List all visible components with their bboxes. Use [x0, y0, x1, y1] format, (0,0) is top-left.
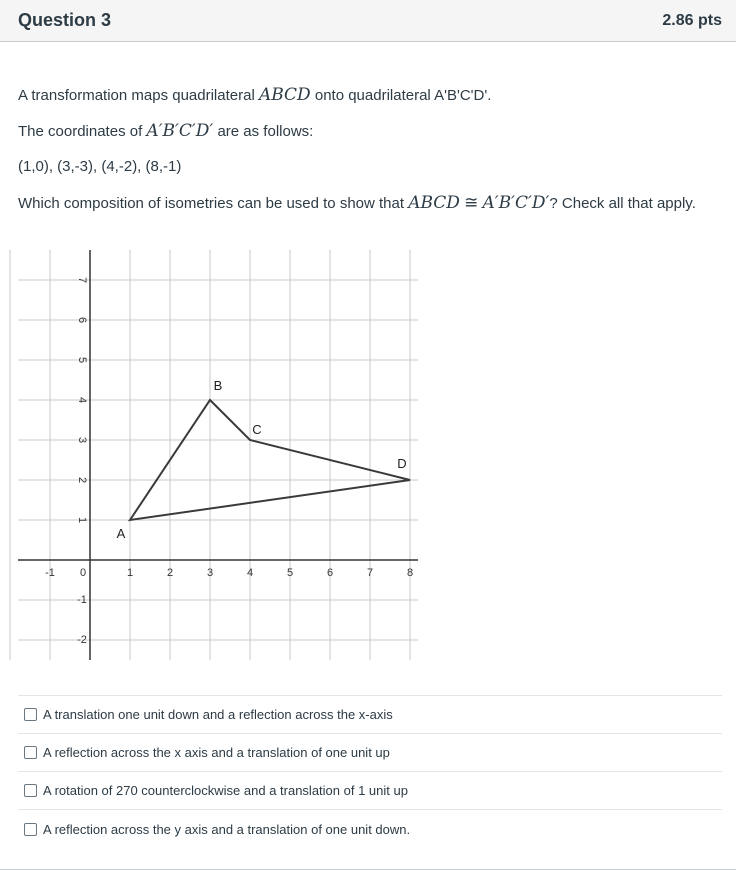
- x-tick-label: 2: [166, 567, 174, 579]
- answer-checkbox[interactable]: [24, 784, 37, 797]
- question-prompt: [18, 191, 718, 216]
- congruent-symbol: ≅: [464, 193, 479, 213]
- vertex-label-c: C: [252, 422, 262, 437]
- math-a-prime: A′B′C′D′: [146, 121, 214, 141]
- answer-checkbox[interactable]: [24, 823, 37, 836]
- vertex-label-b: B: [213, 378, 223, 393]
- answer-label: A rotation of 270 counterclockwise and a translation of 1 unit up: [43, 783, 408, 798]
- coordinates-text: (1,0), (3,-3), (4,-2), (8,-1): [18, 158, 182, 175]
- text-segment: Which composition of isometries can be used to show that: [18, 195, 409, 212]
- y-tick-label: 2: [76, 476, 88, 484]
- x-tick-label: 6: [326, 567, 334, 579]
- answer-label: A translation one unit down and a reflection across the x-axis: [43, 707, 393, 722]
- text-segment: A transformation maps quadrilateral: [18, 87, 259, 104]
- math-abcd: ABCD: [258, 85, 311, 105]
- answer-option-1[interactable]: [18, 696, 722, 734]
- x-tick-label: -1: [45, 567, 55, 579]
- question-points: 2.86 pts: [662, 11, 722, 29]
- answer-label: A reflection across the y axis and a translation of one unit down.: [43, 821, 411, 837]
- math-a-prime: A′B′C′D′: [482, 193, 550, 213]
- answer-option-4[interactable]: [18, 810, 722, 848]
- y-tick-label: 7: [76, 276, 88, 284]
- quadrilateral-abcd: [130, 400, 410, 520]
- answer-option-2[interactable]: [18, 734, 722, 772]
- question-text-2: [18, 119, 718, 144]
- x-tick-label: 0: [79, 567, 87, 579]
- x-tick-label: 3: [206, 567, 214, 579]
- answer-checkbox[interactable]: [24, 746, 37, 759]
- vertex-label-d: D: [397, 456, 407, 471]
- x-tick-label: 7: [366, 567, 374, 579]
- question-text-1: [18, 83, 718, 108]
- answer-option-3[interactable]: [18, 772, 722, 810]
- math-abcd: ABCD: [408, 193, 460, 213]
- question-title: Question 3: [18, 10, 112, 30]
- text-segment: onto quadrilateral A'B'C'D'.: [310, 87, 492, 104]
- coordinate-graph: [0, 240, 430, 660]
- y-tick-label: 4: [76, 396, 88, 404]
- y-tick-label: -2: [77, 634, 87, 646]
- x-tick-label: 8: [406, 567, 414, 579]
- x-tick-label: 4: [246, 567, 254, 579]
- answer-label: A reflection across the x axis and a translation of one unit up: [43, 745, 390, 760]
- question-header: [0, 0, 736, 42]
- y-tick-label: -1: [77, 594, 87, 606]
- y-tick-label: 6: [76, 316, 88, 324]
- x-tick-label: 5: [286, 567, 294, 579]
- y-tick-label: 3: [76, 436, 88, 444]
- vertex-label-a: A: [116, 526, 126, 541]
- text-segment: The coordinates of: [18, 123, 147, 140]
- x-tick-label: 1: [126, 567, 134, 579]
- text-segment: are as follows:: [213, 123, 314, 140]
- answer-list: [18, 695, 722, 848]
- y-tick-label: 5: [76, 356, 88, 364]
- text-segment: ? Check all that apply.: [549, 195, 696, 212]
- answer-checkbox[interactable]: [24, 708, 37, 721]
- y-tick-label: 1: [76, 516, 88, 524]
